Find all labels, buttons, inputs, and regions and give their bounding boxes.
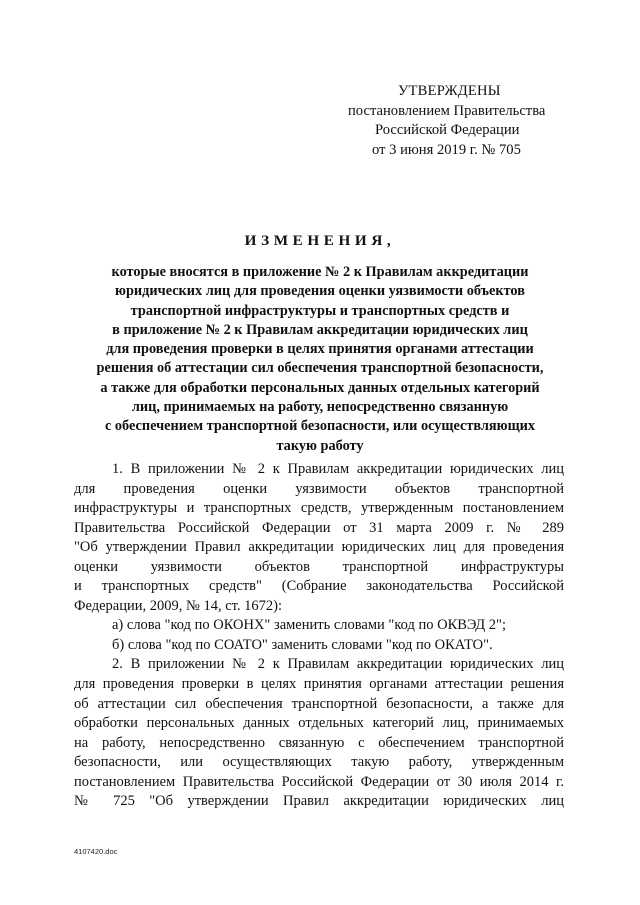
subtitle-line: в приложение № 2 к Правилам аккредитации юридических лиц (112, 321, 528, 338)
paragraph-1-line: оценки уязвимости объектов транспортной инфраструктуры (74, 558, 564, 575)
paragraph-2-line: безопасности, или осуществляющих такую работу, утвержденным (74, 754, 564, 771)
list-item-a: а) слова "код по ОКОНХ" заменить словами "код по ОКВЭД 2"; (112, 617, 506, 634)
subtitle-line: такую работу (276, 437, 364, 454)
paragraph-1-line: для проведения оценки уязвимости объектов транспортной (74, 480, 564, 497)
approval-heading: УТВЕРЖДЕНЫ (398, 83, 501, 99)
paragraph-1-line: Федерации, 2009, № 14, ст. 1672): (74, 597, 282, 614)
approval-line: постановлением Правительства (348, 102, 546, 119)
subtitle-line: с обеспечением транспортной безопасности, или осуществляющих (104, 418, 536, 435)
paragraph-2-line: 2. В приложении № 2 к Правилам аккредитации юридических лиц (112, 656, 564, 673)
subtitle-line: для проведения проверки в целях принятия органами аттестации (106, 341, 534, 358)
paragraph-1-line: Правительства Российской Федерации от 31 марта 2009 г. № 289 (74, 519, 564, 536)
document-subtitle (60, 263, 580, 456)
file-name-footer: 4107420.doc (74, 847, 118, 856)
paragraph-2-line: об аттестации сил обеспечения транспортной безопасности, а также для (74, 695, 564, 712)
subtitle-line: лиц, принимаемых на работу, непосредственно связанную (131, 399, 509, 416)
document-body (74, 460, 564, 812)
paragraph-1-line: 1. В приложении № 2 к Правилам аккредитации юридических лиц (112, 461, 564, 477)
subtitle-line: а также для обработки персональных данных отдельных категорий (100, 379, 540, 396)
paragraph-2-line: обработки персональных данных отдельных категорий лиц, принимаемых (74, 715, 564, 732)
paragraph-2-line: постановлением Правительства Российской Федерации от 30 июля 2014 г. (74, 773, 564, 790)
subtitle-line: которые вносятся в приложение № 2 к Правилам аккредитации (111, 264, 529, 280)
paragraph-2-line: для проведения проверки в целях принятия органами аттестации решения (74, 676, 564, 693)
paragraph-2-line: на работу, непосредственно связанную с обеспечением транспортной (74, 734, 564, 751)
approval-date-number: от 3 июня 2019 г. № 705 (372, 141, 521, 158)
list-item-b: б) слова "код по СОАТО" заменить словами "код по ОКАТО". (112, 636, 493, 653)
paragraph-1-line: и транспортных средств" (Собрание законодательства Российской (74, 578, 564, 595)
paragraph-2-line: № 725 "Об утверждении Правил аккредитации юридических лиц (74, 793, 564, 810)
subtitle-line: решения об аттестации сил обеспечения транспортной безопасности, (96, 360, 544, 377)
paragraph-1-line: "Об утверждении Правил аккредитации юридических лиц для проведения (74, 539, 564, 556)
document-title: ИЗМЕНЕНИЯ, (244, 232, 396, 249)
approval-block (310, 82, 600, 160)
paragraph-1-line: инфраструктуры и транспортных средств, утвержденным постановлением (74, 500, 564, 517)
subtitle-line: транспортной инфраструктуры и транспортных средств и (130, 302, 510, 319)
approval-line: Российской Федерации (375, 122, 520, 138)
subtitle-line: юридических лиц для проведения оценки уязвимости объектов (115, 283, 525, 300)
